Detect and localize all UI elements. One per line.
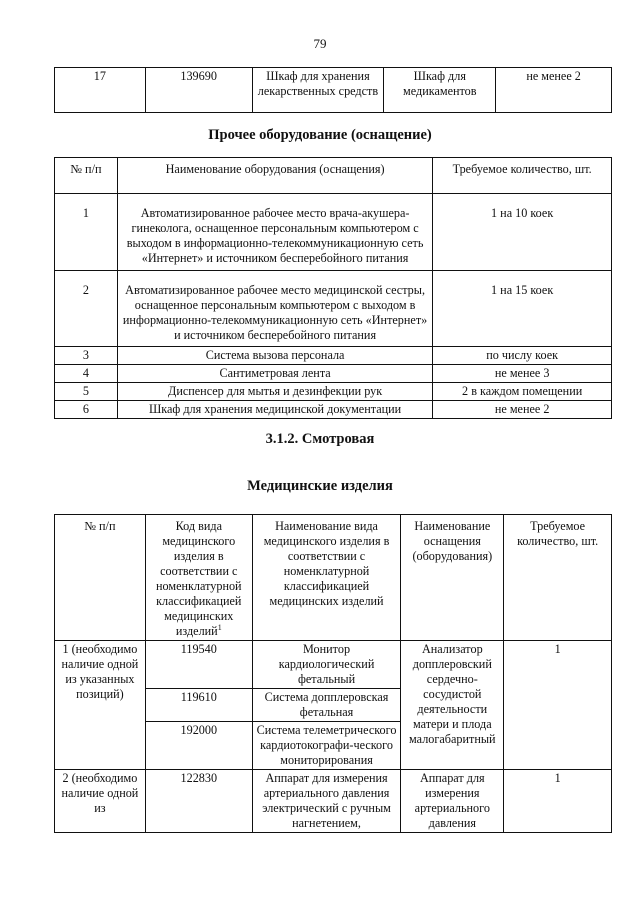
table-row [55,401,612,419]
section-title: 3.1.2. Смотровая [265,431,375,447]
equipment-name: Сантиметровая лента [117,365,432,383]
equipment-name: Аппарат для измерения артериального давления [401,770,504,833]
table-row [55,347,612,365]
required-quantity: не менее 2 [433,401,612,419]
required-quantity: 1 на 10 коек [433,194,612,271]
required-quantity: по числу коек [433,347,612,365]
row-number: 2 [55,271,118,347]
table-row [55,194,612,271]
table-row [55,68,612,113]
other-equipment-title: Прочее оборудование (оснащение) [208,127,432,143]
medical-devices-table [54,514,612,833]
required-quantity: 1 на 15 коек [433,271,612,347]
required-quantity: 2 в каждом помещении [433,383,612,401]
page-number: 79 [313,36,327,51]
required-quantity: не менее 2 [496,68,612,113]
equipment-name: Диспенсер для мытья и дезинфекции рук [117,383,432,401]
row-number: 5 [55,383,118,401]
table-row [55,365,612,383]
required-quantity: не менее 3 [433,365,612,383]
device-name: Аппарат для измерения артериального давления электрический с ручным нагнетением, [252,770,401,833]
col-header-code [145,515,252,641]
row-number: 17 [55,68,146,113]
device-code: 119540 [145,641,252,689]
equipment-name: Автоматизированное рабочее место врача-акушера-гинеколога, оснащенное персональным компьютером с выходом в информационно-телекоммуникационную сеть «Интернет» и источником бесперебойного питания [117,194,432,271]
continued-table [54,67,612,113]
required-quantity: 1 [504,770,612,833]
equipment-name: Система вызова персонала [117,347,432,365]
row-number: 6 [55,401,118,419]
device-code: 122830 [145,770,252,833]
device-name: Шкаф для хранения лекарственных средств [252,68,384,113]
row-number: 4 [55,365,118,383]
col-header-quantity: Требуемое количество, шт. [433,158,612,194]
required-quantity: 1 [504,641,612,770]
row-number: 1 (необходимо наличие одной из указанных позиций) [55,641,146,770]
table-row [55,641,612,689]
col-header-name: Наименование вида медицинского изделия в соответствии с номенклатурной классификацией медицинских изделий [252,515,401,641]
row-number: 3 [55,347,118,365]
medical-devices-title: Медицинские изделия [247,478,393,494]
equipment-name: Шкаф для медикаментов [384,68,496,113]
col-header-name: Наименование оборудования (оснащения) [117,158,432,194]
table-row [55,383,612,401]
equipment-name: Автоматизированное рабочее место медицинской сестры, оснащенное персональным компьютером с выходом в информационно-телекоммуникационную сеть «Интернет» и источником бесперебойного питания [117,271,432,347]
col-header-equipment: Наименование оснащения (оборудования) [401,515,504,641]
table-header-row [55,515,612,641]
row-number: 2 (необходимо наличие одной из [55,770,146,833]
footnote-marker: 1 [217,622,222,632]
device-code: 192000 [145,722,252,770]
equipment-name: Шкаф для хранения медицинской документации [117,401,432,419]
table-row [55,271,612,347]
table-row [55,770,612,833]
col-header-number: № п/п [55,158,118,194]
col-header-number: № п/п [55,515,146,641]
col-header-quantity: Требуемое количество, шт. [504,515,612,641]
col-header-code-text: Код вида медицинского изделия в соответствии с номенклатурной классификацией медицинских изделий [155,519,242,638]
device-name: Система телеметрического кардиотокографи-ческого мониторирования [252,722,401,770]
table-header-row [55,158,612,194]
equipment-name: Анализатор допплеровский сердечно-сосудистой деятельности матери и плода малогабаритный [401,641,504,770]
device-name: Монитор кардиологический фетальный [252,641,401,689]
row-number: 1 [55,194,118,271]
other-equipment-table [54,157,612,419]
device-name: Система допплеровская фетальная [252,689,401,722]
device-code: 119610 [145,689,252,722]
device-code: 139690 [145,68,252,113]
